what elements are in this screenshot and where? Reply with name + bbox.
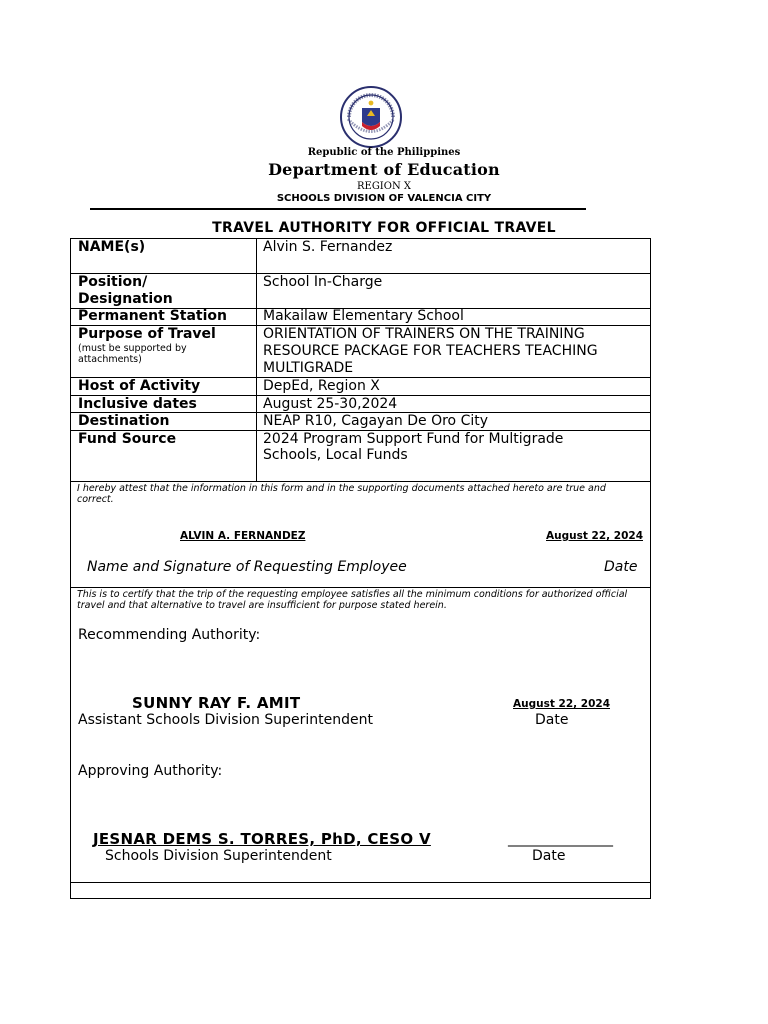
approving-date-caption: Date [532,848,566,864]
purpose-label: Purpose of Travel [78,326,216,342]
form-title: TRAVEL AUTHORITY FOR OFFICIAL TRAVEL [212,220,556,236]
host-label: Host of Activity [78,378,201,394]
region-text: REGION X [356,181,411,192]
fund-value-line1: 2024 Program Support Fund for Multigrade [263,431,564,447]
employee-name: ALVIN A. FERNANDEZ [180,530,306,542]
dates-label: Inclusive dates [78,396,197,412]
recommending-date-caption: Date [535,712,569,728]
deped-seal-icon [340,86,402,148]
station-label: Permanent Station [78,308,227,324]
position-label-line2: Designation [78,291,173,307]
purpose-value-line1: ORIENTATION OF TRAINERS ON THE TRAINING [263,326,585,342]
approving-title: Schools Division Superintendent [105,848,332,864]
fund-label: Fund Source [78,431,177,447]
employee-name-caption: Name and Signature of Requesting Employee [87,559,407,575]
fund-value-line2: Schools, Local Funds [263,447,408,463]
section-divider [71,882,650,883]
position-value: School In-Charge [263,274,383,290]
attest-text: I hereby attest that the information in this form and in the supporting documents attached hereto are true and correct. [77,483,606,505]
destination-label: Destination [78,413,170,429]
recommending-label: Recommending Authority: [78,627,261,643]
approving-name: JESNAR DEMS S. TORRES, PhD, CESO V [93,830,431,848]
position-label-line1: Position/ [78,274,148,290]
certify-text: This is to certify that the trip of the requesting employee satisfies all the minimum conditions for authorized official travel and that alternative to travel are insufficient for purpose stated herein. [77,589,628,611]
name-value: Alvin S. Fernandez [263,239,393,255]
travel-authority-form [70,238,651,899]
column-divider [256,239,257,481]
section-divider [71,481,650,482]
recommending-name: SUNNY RAY F. AMIT [132,694,301,712]
republic-text: Republic of the Philippines [307,147,461,158]
header-rule [90,208,586,210]
name-label: NAME(s) [78,239,146,255]
employee-date-caption: Date [604,559,638,575]
station-value: Makailaw Elementary School [263,308,464,324]
approving-date-line: _______________ [508,831,613,847]
purpose-note: (must be supported by attachments) [78,343,187,365]
host-value: DepEd, Region X [263,378,380,394]
division-text: SCHOOLS DIVISION OF VALENCIA CITY [276,193,492,204]
department-name: Department of Education [268,160,500,179]
recommending-title: Assistant Schools Division Superintendent [78,712,373,728]
destination-value: NEAP R10, Cagayan De Oro City [263,413,489,429]
section-divider [71,587,650,588]
recommending-date: August 22, 2024 [513,698,610,710]
employee-date: August 22, 2024 [546,530,643,542]
approving-label: Approving Authority: [78,763,223,779]
dates-value: August 25-30,2024 [263,396,398,412]
purpose-value-line2: RESOURCE PACKAGE FOR TEACHERS TEACHING [263,343,598,359]
purpose-value-line3: MULTIGRADE [263,360,354,376]
